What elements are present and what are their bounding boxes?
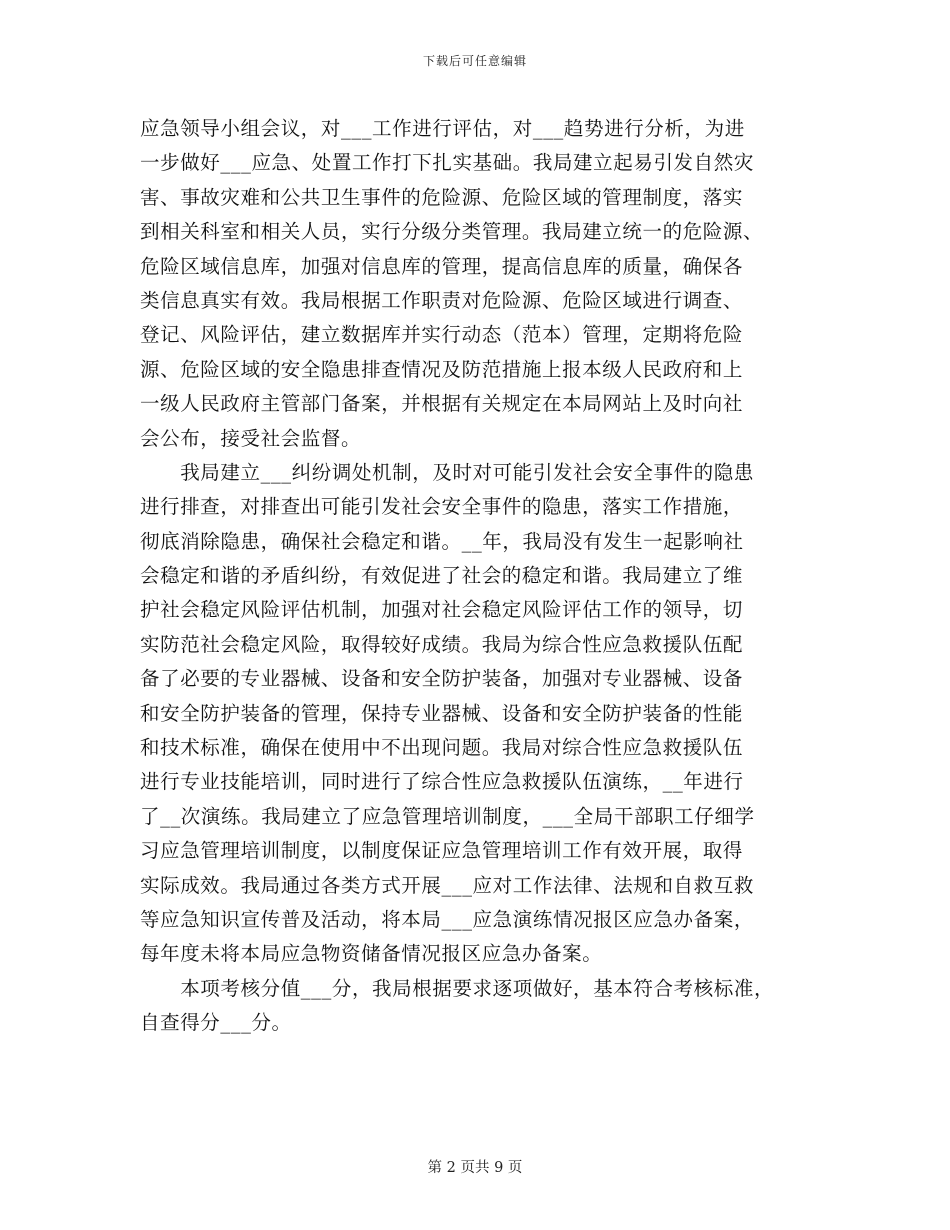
text-line: 了__次演练。我局建立了应急管理培训制度，___全局干部职工仔细学: [140, 804, 755, 828]
text-line: 进行排查，对排查出可能引发社会安全事件的隐患，落实工作措施，: [140, 495, 744, 519]
text-line: 类信息真实有效。我局根据工作职责对危险源、危险区域进行调查、: [140, 288, 744, 312]
text-line: 到相关科室和相关人员，实行分级分类管理。我局建立统一的危险源、: [140, 220, 764, 244]
text-line: 会公布，接受社会监督。: [140, 426, 362, 450]
text-line: 自查得分___分。: [140, 1011, 292, 1035]
paragraph-1: [140, 112, 820, 456]
text-line: 登记、风险评估，建立数据库并实行动态（范本）管理，定期将危险: [140, 323, 744, 347]
document-body: [140, 112, 820, 1041]
text-line: 应急领导小组会议，对___工作进行评估，对___趋势进行分析，为进: [140, 117, 745, 140]
text-line: 护社会稳定风险评估机制，加强对社会稳定风险评估工作的领导，切: [140, 598, 744, 622]
text-line: 习应急管理培训制度，以制度保证应急管理培训工作有效开展，取得: [140, 839, 744, 863]
page-footer: 第 2 页共 9 页: [427, 1160, 523, 1176]
paragraph-2: [140, 456, 820, 972]
text-line: 源、危险区域的安全隐患排查情况及防范措施上报本级人民政府和上: [140, 357, 744, 381]
text-line: 和安全防护装备的管理，保持专业器械、设备和安全防护装备的性能: [140, 701, 744, 725]
text-line: 一步做好___应急、处置工作打下扎实基础。我局建立起易引发自然灾: [140, 151, 754, 175]
text-line: 等应急知识宣传普及活动，将本局___应急演练情况报区应急办备案，: [140, 907, 754, 931]
text-line: 我局建立___纠纷调处机制，及时对可能引发社会安全事件的隐患: [140, 460, 754, 484]
text-line: 害、事故灾难和公共卫生事件的危险源、危险区域的管理制度，落实: [140, 185, 744, 209]
text-line: 每年度未将本局应急物资储备情况报区应急办备案。: [140, 942, 603, 966]
text-line: 本项考核分值___分，我局根据要求逐项做好，基本符合考核标准，: [140, 976, 775, 1000]
text-line: 备了必要的专业器械、设备和安全防护装备，加强对专业器械、设备: [140, 667, 744, 691]
text-line: 一级人民政府主管部门备案，并根据有关规定在本局网站上及时向社: [140, 392, 744, 416]
text-line: 和技术标准，确保在使用中不出现问题。我局对综合性应急救援队伍: [140, 736, 744, 760]
text-line: 会稳定和谐的矛盾纠纷，有效促进了社会的稳定和谐。我局建立了维: [140, 564, 744, 588]
page-header: 下载后可任意编辑: [422, 54, 527, 68]
text-line: 危险区域信息库，加强对信息库的管理，提高信息库的质量，确保各: [140, 254, 744, 278]
text-line: 彻底消除隐患，确保社会稳定和谐。__年，我局没有发生一起影响社: [140, 529, 744, 553]
text-line: 进行专业技能培训，同时进行了综合性应急救援队伍演练，__年进行: [140, 770, 744, 794]
text-line: 实际成效。我局通过各类方式开展___应对工作法律、法规和自救互救: [140, 873, 754, 897]
paragraph-3: [140, 972, 820, 1041]
text-line: 实防范社会稳定风险，取得较好成绩。我局为综合性应急救援队伍配: [140, 632, 744, 656]
